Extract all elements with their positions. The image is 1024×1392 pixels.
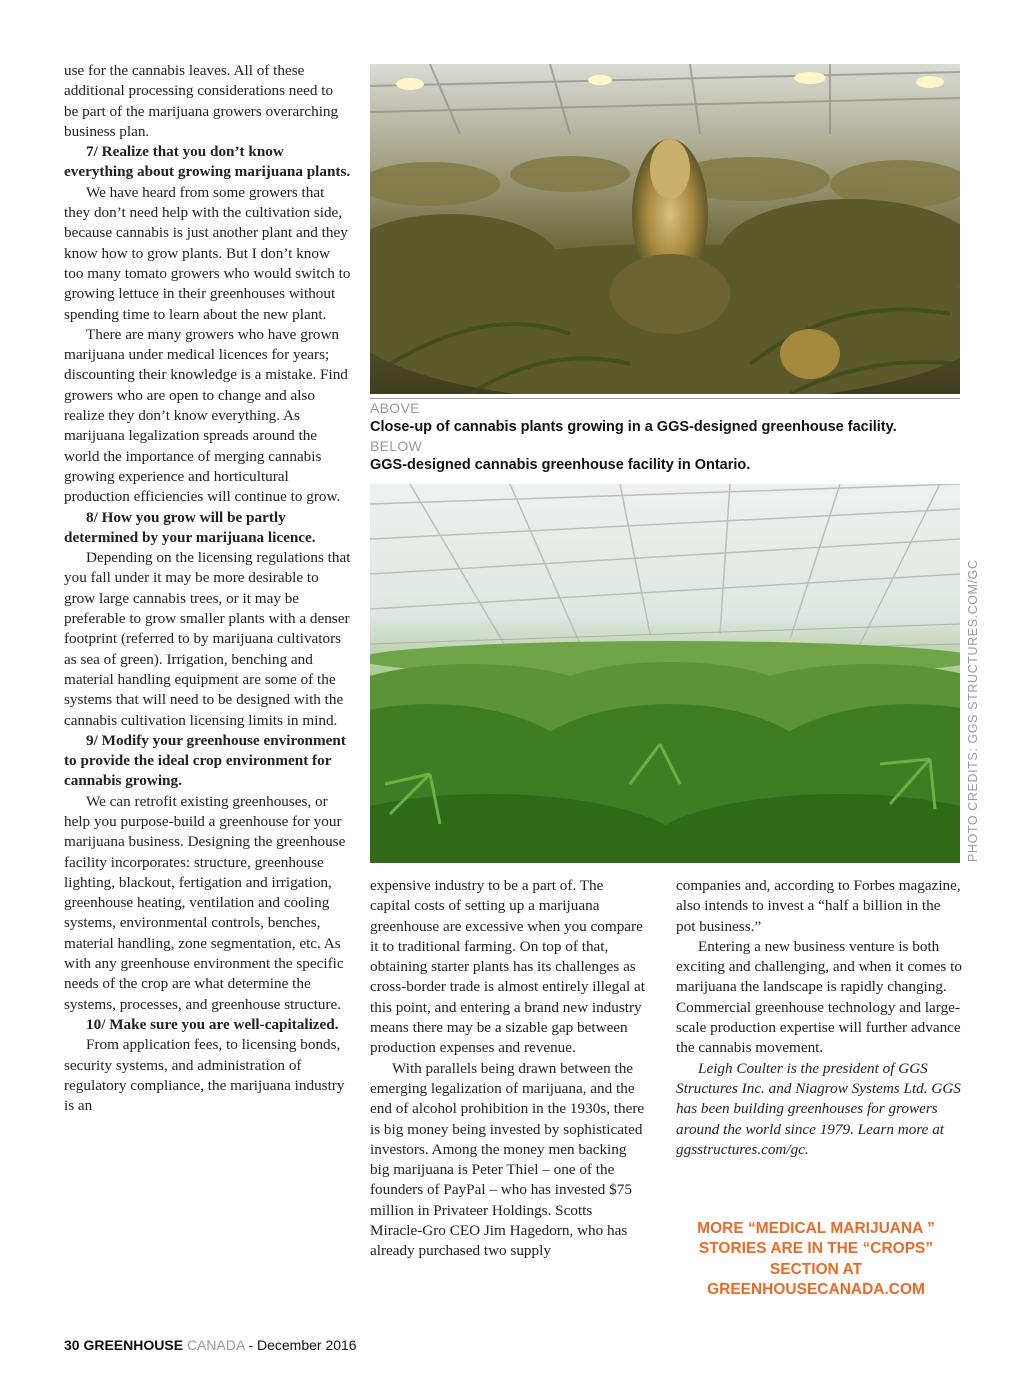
- caption-below-text: GGS-designed cannabis greenhouse facility in Ontario.: [370, 457, 751, 473]
- column-3-paragraph: companies and, according to Forbes magazine, also intends to invest a “half a billion in the pot business.”: [676, 877, 961, 935]
- promo-link-text[interactable]: MORE “MEDICAL MARIJUANA ” STORIES ARE IN THE “CROPS” SECTION AT GREENHOUSECANADA.COM: [697, 1220, 935, 1298]
- column-2-paragraph: expensive industry to be a part of. The capital costs of setting up a marijuana greenhouse are excessive when you compare it to traditional farming. On top of that, obtaining starter plants has its challenges as cross-border trade is almost entirely illegal at this point, and entering a brand new industry means there may be a sizable gap between production expenses and revenue.: [370, 877, 645, 1057]
- column-1-paragraph: 7/ Realize that you don’t know everything about growing marijuana plants.: [64, 143, 351, 181]
- column-1-paragraph: use for the cannabis leaves. All of these additional processing considerations need to be part of the marijuana growers overarching business plan.: [64, 62, 339, 140]
- magazine-name-bold: GREENHOUSE: [83, 1337, 184, 1353]
- page-number: 30: [64, 1337, 80, 1353]
- column-1-paragraph: 10/ Make sure you are well-capitalized.: [86, 1015, 339, 1033]
- caption-above-text: Close-up of cannabis plants growing in a GGS-designed greenhouse facility.: [370, 419, 897, 435]
- page-footer: [64, 1337, 357, 1353]
- column-3-paragraph: Entering a new business venture is both exciting and challenging, and when it comes to marijuana the landscape is rapidly changing. Commercial greenhouse technology and large-scale production expertise will further advance the cannabis movement.: [676, 937, 962, 1057]
- column-1-paragraph: We have heard from some growers that they don’t need help with the cultivation side, because cannabis is just another plant and they know how to grow plants. But I don’t know too many tomato growers who would switch to growing lettuce in their greenhouses without spending time to learn about the new plant.: [64, 183, 351, 323]
- column-2-paragraph: With parallels being drawn between the emerging legalization of marijuana, and the end of alcohol prohibition in the 1930s, there is big money being invested by sophisticated investors. Among the money men backing big marijuana is Peter Thiel – one of the founders of PayPal – who has invested $75 million in Privateer Holdings. Scotts Miracle-Gro CEO Jim Hagedorn, who has already purchased two supply: [370, 1059, 645, 1260]
- column-1-paragraph: We can retrofit existing greenhouses, or help you purpose-build a greenhouse for your marijuana business. Designing the greenhouse facility incorporates: structure, greenhouse lighting, blackout, fertigation and irrigation, greenhouse heating, ventilation and cooling systems, environmental controls, benches, material handling, zone segmentation, etc. As with any greenhouse environment the specific needs of the crop are what determine the systems, processes, and greenhouse structure.: [64, 792, 346, 1013]
- column-1-paragraph: From application fees, to licensing bonds, security systems, and administration of regulatory compliance, the marijuana industry is an: [64, 1036, 345, 1115]
- photo-greenhouse-facility: [370, 484, 960, 863]
- column-1-paragraph: Depending on the licensing regulations that you fall under it may be more desirable to grow large cannabis trees, or it may be preferable to grow smaller plants with a denser footprint (referred to by marijuana cultivators as sea of green). Irrigation, benching and material handling equipment are some of the systems that will need to be designed with the cannabis cultivation licensing limits in mind.: [64, 549, 351, 729]
- photo-credits: PHOTO CREDITS: GGS STRUCTURES.COM/GC: [966, 559, 980, 862]
- column-1-paragraph: 9/ Modify your greenhouse environment to provide the ideal crop environment for cannabis growing.: [64, 731, 346, 790]
- footer-separator: -: [248, 1337, 254, 1353]
- caption-above-label: ABOVE: [370, 400, 420, 416]
- article-column-2: [370, 876, 646, 1262]
- magazine-name-light: CANADA: [186, 1337, 245, 1353]
- column-1-paragraph: There are many growers who have grown marijuana under medical licences for years; discounting their knowledge is a mistake. Find growers who are open to change and also realize they don’t know everything. As marijuana legalization spreads around the world the importance of merging cannabis growing experience and horticultural production efficiencies will continue to grow.: [64, 325, 348, 506]
- article-column-1: [64, 61, 351, 1116]
- caption-below-label: BELOW: [370, 438, 423, 454]
- article-column-3: [676, 876, 962, 1160]
- photo-cannabis-closeup: [370, 64, 960, 394]
- caption-divider: [370, 398, 960, 399]
- issue-date: December 2016: [256, 1337, 357, 1353]
- column-1-paragraph: 8/ How you grow will be partly determined by your marijuana licence.: [64, 508, 316, 546]
- column-3-paragraph: Leigh Coulter is the president of GGS Structures Inc. and Niagrow Systems Ltd. GGS has been building greenhouses for growers around the world since 1979. Learn more at ggsstructures.com/gc.: [676, 1059, 961, 1158]
